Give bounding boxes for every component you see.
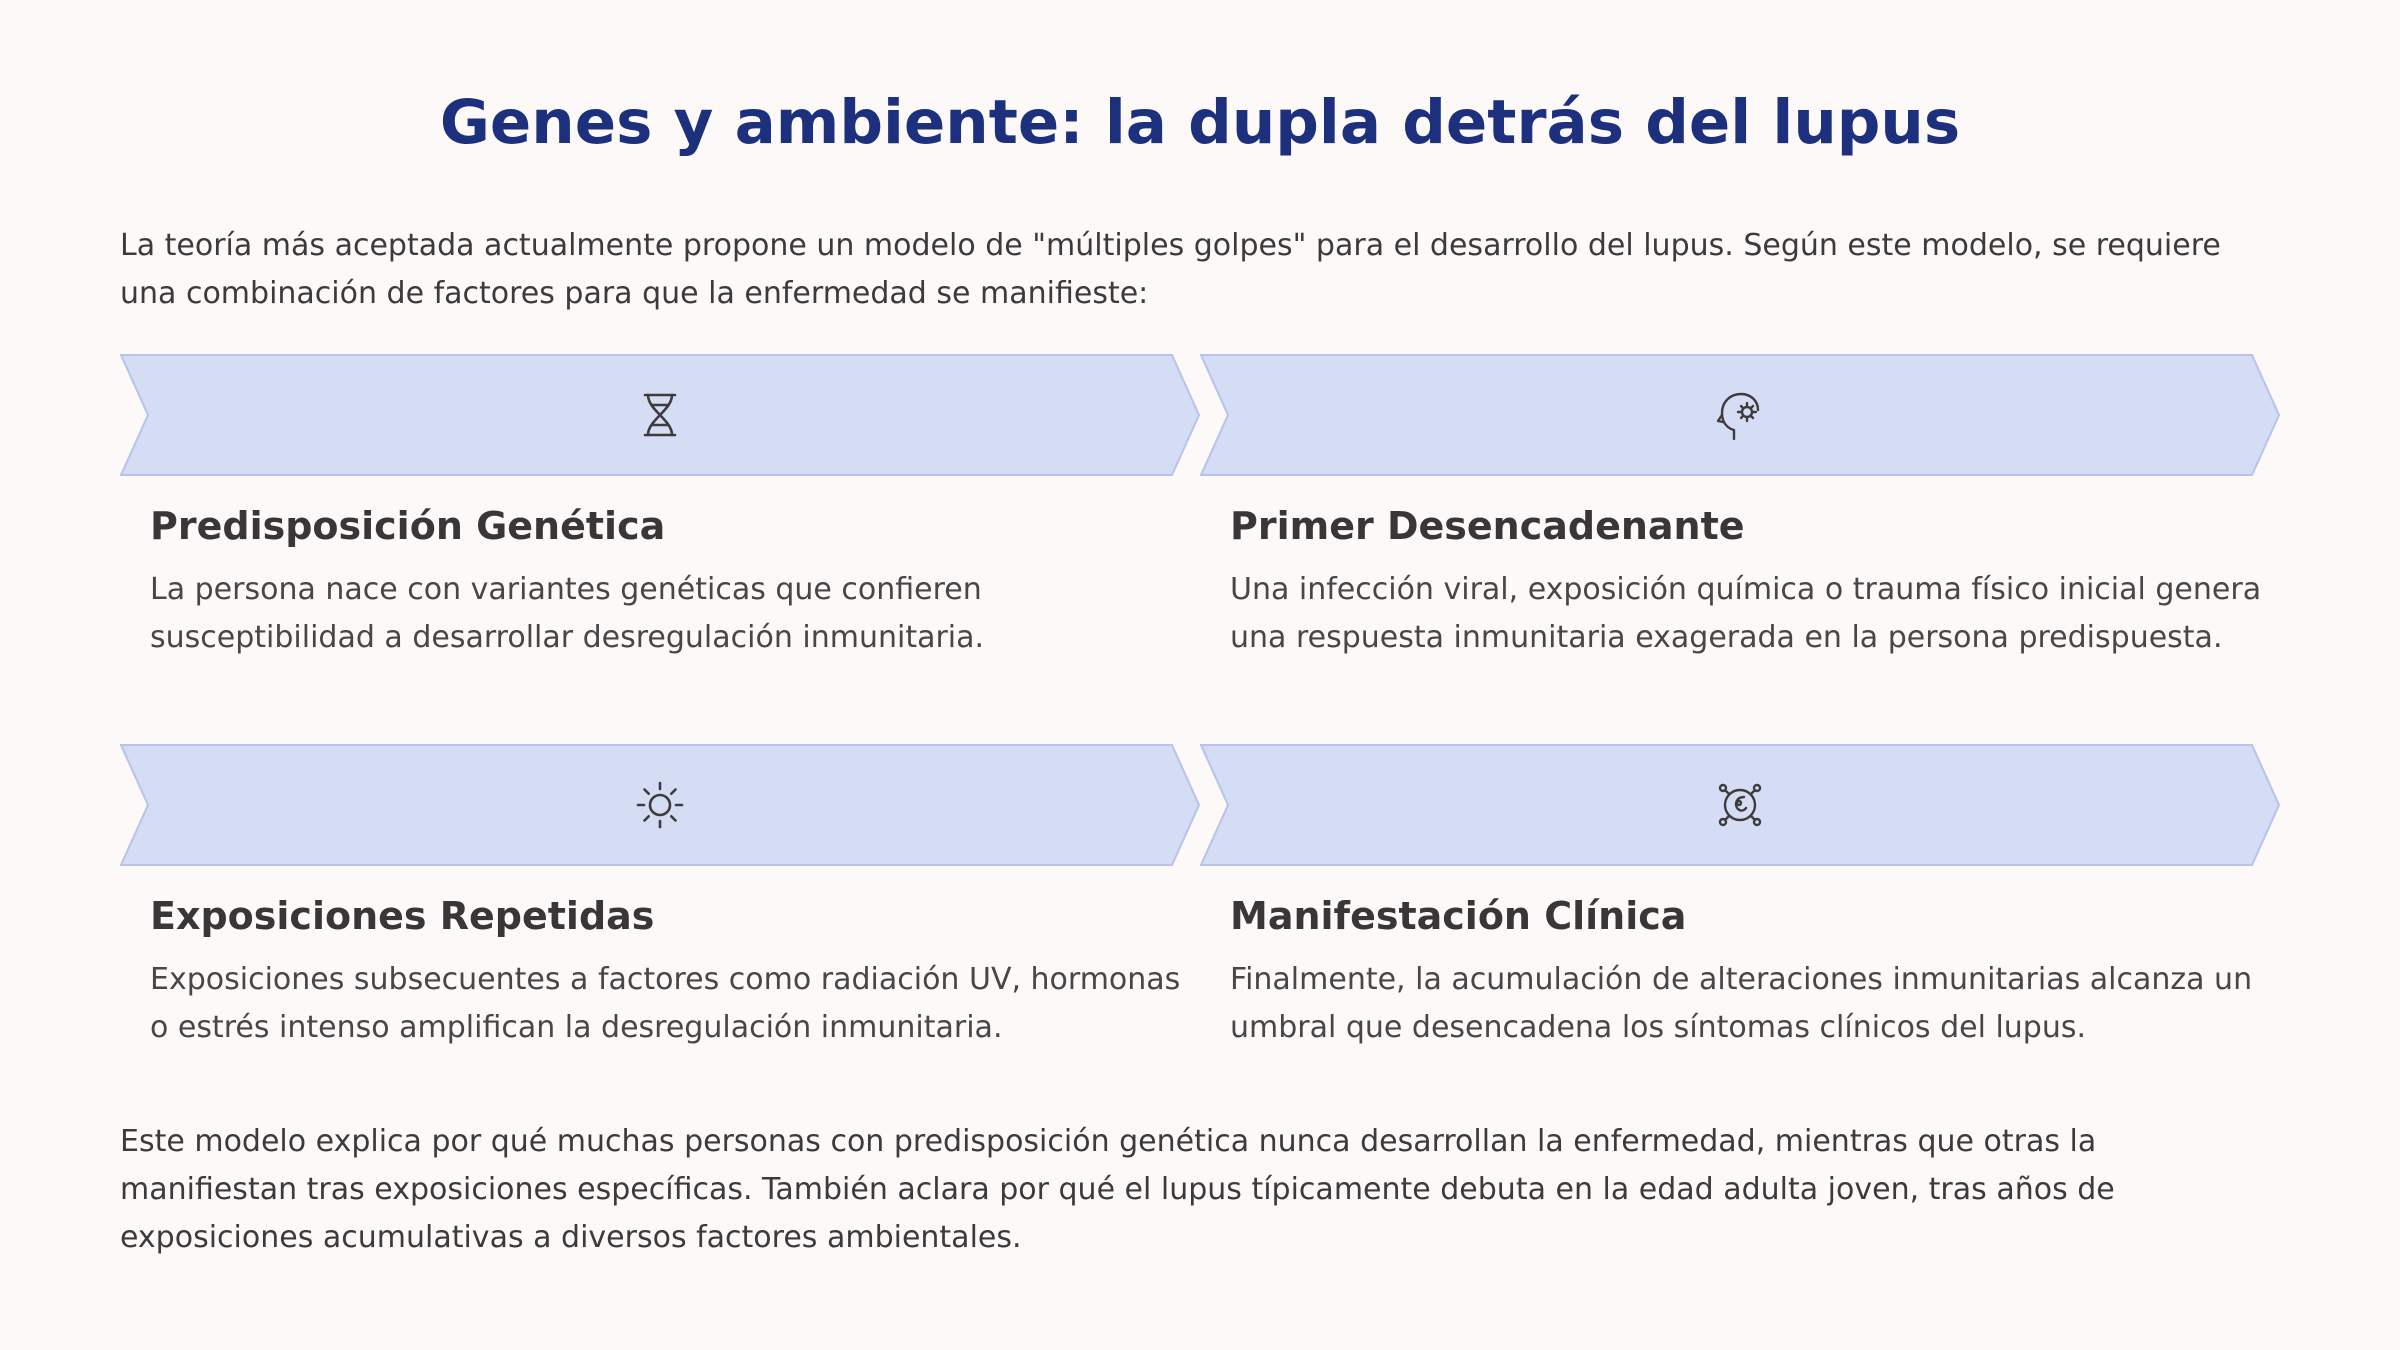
intro-paragraph: La teoría más aceptada actualmente propone un modelo de "múltiples golpes" para el desarrollo del lupus. Según este modelo, se requiere una combinación de factores para que la enfermedad se manifieste:	[120, 228, 2221, 311]
step-description: La persona nace con variantes genéticas que confieren susceptibilidad a desarrollar desregulación inmunitaria.	[150, 572, 985, 655]
head-gear-icon	[1710, 385, 1770, 445]
step-title: Primer Desencadenante	[1230, 504, 1745, 548]
pathogen-icon	[1710, 775, 1770, 835]
step-title: Exposiciones Repetidas	[150, 894, 655, 938]
step-chevron	[120, 354, 1200, 476]
step-description: Exposiciones subsecuentes a factores como radiación UV, hormonas o estrés intenso amplifican la desregulación inmunitaria.	[150, 962, 1181, 1045]
step-chevron	[120, 744, 1200, 866]
step-description: Finalmente, la acumulación de alteraciones inmunitarias alcanza un umbral que desencadena los síntomas clínicos del lupus.	[1230, 962, 2253, 1045]
step-chevron	[1200, 744, 2280, 866]
sun-icon	[630, 775, 690, 835]
conclusion-paragraph: Este modelo explica por qué muchas personas con predisposición genética nunca desarrollan la enfermedad, mientras que otras la manifiestan tras exposiciones específicas. También aclara por qué el lupus típicamente debuta en la edad adulta joven, tras años de exposiciones acumulativas a diversos factores ambientales.	[120, 1124, 2115, 1255]
dna-icon	[630, 385, 690, 445]
step-description: Una infección viral, exposición química o trauma físico inicial genera una respuesta inmunitaria exagerada en la persona predispuesta.	[1230, 572, 2262, 655]
step-chevron	[1200, 354, 2280, 476]
step-title: Predisposición Genética	[150, 504, 666, 548]
step-title: Manifestación Clínica	[1230, 894, 1687, 938]
page-title: Genes y ambiente: la dupla detrás del lupus	[439, 87, 1961, 158]
